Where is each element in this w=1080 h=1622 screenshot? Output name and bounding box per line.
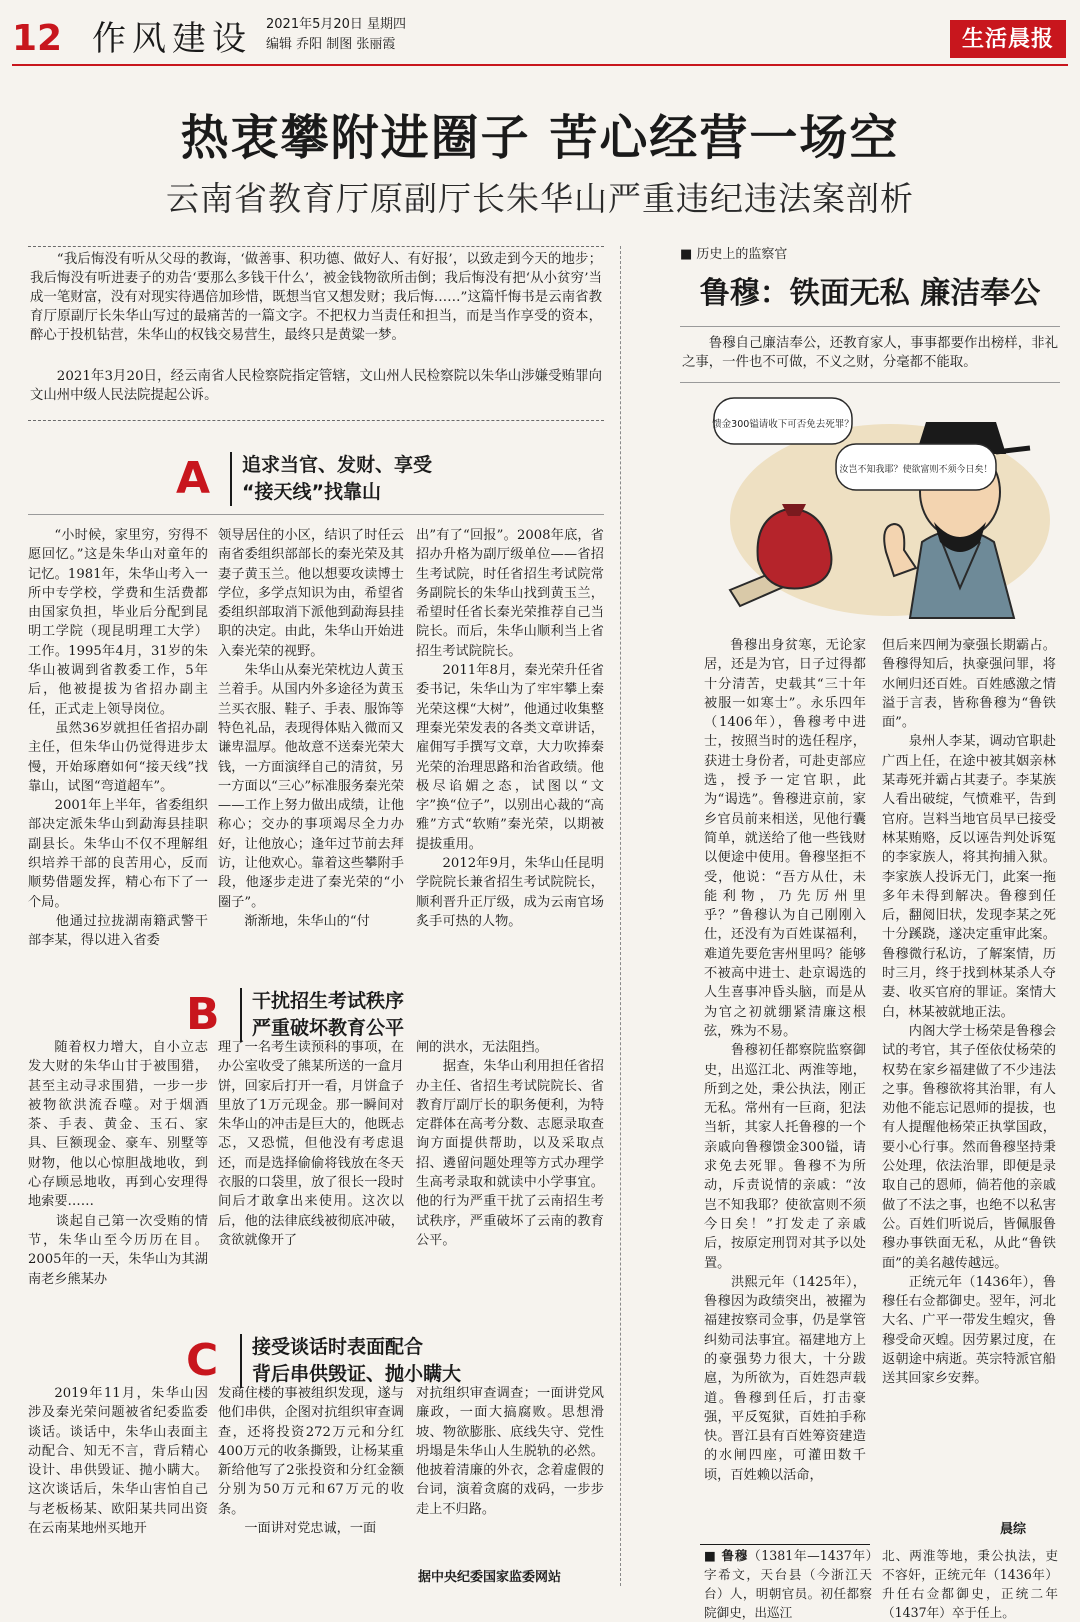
column-divider [620, 246, 621, 1586]
main-headline: 热衷攀附进圈子 苦心经营一场空 [180, 110, 900, 166]
section-c-bar [240, 1334, 242, 1388]
bio-text-1: （1381年—1437年）字希文，天台县（今浙江天台）人，明朝官员。初任都察院御史，出巡江 [704, 1548, 872, 1620]
sidebar-col-1: 鲁穆出身贫寒，无论家居，还是为官，日子过得都十分清苦，史载其“三十年被服一如寒士”。永乐四年（1406年），鲁穆考中进士，按照当时的选任程序，获进士身份者，可赴吏部应选，授予一定官职，此为“谒选”。鲁穆进京前，家乡官员前来相送，见他行囊简单，就送给了他一些钱财以便途中使用。鲁穆坚拒不受，他说：“吾方从仕，未能利物，乃先厉州里乎？”鲁穆认为自己刚刚入仕，还没有为百姓谋福利，难道先要危害州里吗？能够不被高中进士、赴京谒选的人生喜事冲昏头脑，而是从为官之初就绷紧清廉这根弦，殊为不易。 鲁穆初任都察院监察御史，出巡江北、两淮等地，所到之处，秉公执法，刚正无私。常州有一巨商，犯法当斩，其家人托鲁穆的一个亲戚向鲁穆馈金300镒，请求免去死罪。鲁穆不为所动，斥责说情的亲戚：“汝岂不知我耶？使欲富则不须今日矣！”打发走了亲戚后，按原定刑罚对其予以处置。 洪熙元年（1425年），鲁穆因为政绩突出，被擢为福建按察司佥事，仍是掌管纠劾司法事宜。福建地方上的豪强势力很大，十分跋扈，为所欲为，百姓怨声载道。鲁穆到任后，打击豪强，平反冤狱，百姓拍手称快。晋江县有百姓筹资建造的水闸四座，可灌田数千顷，百姓赖以活命， [704, 638, 866, 1483]
section-b-letter: B [186, 989, 220, 1040]
section-a-letter: A [176, 453, 211, 504]
section-c-title-1: 接受谈话时表面配合 [252, 1336, 424, 1358]
section-b-col-3: 闸的洪水，无法阻挡。 据查，朱华山利用担任省招办主任、省招生考试院院长、省教育厅副厅长的职务便利，为特定群体在高考分数、志愿录取查询方面提供帮助，以及采取点招、遴留问题处理等方式办理学生高考录取和就读中小学事宜。他的行为严重干扰了云南招生考试秩序，严重破坏了云南的教育公平。 [416, 1040, 604, 1248]
bio-rule [700, 1544, 870, 1545]
lead-bottom-divider [28, 420, 604, 421]
section-a-bar [230, 452, 232, 506]
lead-top-divider [28, 246, 604, 247]
sub-headline: 云南省教育厅原副厅长朱华山严重违纪违法案剖析 [166, 179, 914, 218]
bio-name: ■ 鲁穆 [704, 1548, 749, 1563]
sidebar-rule [680, 326, 1060, 327]
sidebar-headline: 鲁穆：铁面无私 廉洁奉公 [699, 276, 1041, 311]
section-b-title-2: 严重破坏教育公平 [252, 1017, 405, 1039]
section-title: 作风建设 [92, 19, 252, 59]
bio-text-2: 北、两淮等地，秉公执法，吏不容奸，正统元年（1436年）升任右佥都御史，正统二年（1437年）卒于任上。 [882, 1548, 1058, 1620]
lead-paragraph-2: 2021年3月20日，经云南省人民检察院指定管辖，文山州人民检察院以朱华山涉嫌受贿罪向文山州中级人民法院提起公诉。 [30, 369, 602, 403]
page-number: 12 [12, 18, 63, 59]
section-a-title-1: 追求当官、发财、享受 [242, 454, 433, 476]
issue-date: 2021年5月20日 星期四 [266, 17, 407, 32]
editor-credit: 编辑 乔阳 制图 张丽霞 [266, 37, 396, 52]
newspaper-logo: 生活晨报 [950, 20, 1066, 58]
bio-box-1 [704, 1546, 872, 1620]
section-c-letter: C [186, 1335, 219, 1386]
column-label: ■ 历史上的监察官 [680, 247, 788, 262]
section-a-col-3: 出”有了“回报”。2008年底，省招办升格为副厅级单位——省招生考试院，时任省招生考试院常务副院长的朱华山找到黄玉兰，希望时任省长秦光荣推荐自己当院长。而后，朱华山顺利当上省招生考试院院长。 2011年8月，秦光荣升任省委书记，朱华山为了牢牢攀上秦光荣这棵“大树”，他通过收集整理秦光荣发表的各类文章讲话，雇佣写手撰写文章，大力吹捧秦光荣的治理思路和治省政绩。他极尽谄媚之态，试图以“文字”换“位子”，以别出心裁的“高雅”方式“软贿”秦光荣，以期被提拔重用。 2012年9月，朱华山任昆明学院院长兼省招生考试院院长，顺利晋升正厅级，成为云南官场炙手可热的人物。 [416, 528, 604, 929]
section-c-title-2: 背后串供毁证、抛小瞒大 [252, 1363, 462, 1385]
sidebar-rule-2 [680, 382, 1060, 383]
header-rule [12, 64, 1068, 66]
sidebar-signature: 晨综 [1000, 1522, 1027, 1537]
section-c-col-1: 2019年11月，朱华山因涉及秦光荣问题被省纪委监委谈话。谈话中，朱华山表面主动配合、知无不言，背后精心设计、串供毁证、抛小瞒大。这次谈话后，朱华山害怕自己与老板杨某、欧阳某共同出资在云南某地州买地开 [28, 1386, 208, 1537]
illustration [690, 392, 1058, 618]
sidebar-lead: 鲁穆自己廉洁奉公，还教育家人，事事都要作出榜样，非礼之事，一件也不可做，不义之财，分毫都不能取。 [682, 336, 1058, 370]
section-b-bar [240, 988, 242, 1042]
article-source: 据中央纪委国家监委网站 [418, 1570, 562, 1585]
section-a-col-1: “小时候，家里穷，穷得不愿回忆。”这是朱华山对童年的记忆。1981年，朱华山考入一所中专学校，学费和生活费都由国家负担，毕业后分配到昆明工学院（现昆明理工大学）工作。1995年4月，31岁的朱华山被调到省教委工作，5年后，他被提拔为省招办副主任，正式走上领导岗位。 虽然36岁就担任省招办副主任，但朱华山仍觉得进步太慢，开始琢磨如何“接天线”找靠山，试图“弯道超车”。 2001年上半年，省委组织部决定派朱华山到勐海县挂职副县长。朱华山不仅不理解组织培养干部的良苦用心，反而顺势借题发挥，精心布下了一个局。 他通过拉拢湖南籍武警干部李某，得以进入省委 [28, 528, 208, 949]
speech-text-official: 汝岂不知我耶？使欲富则不须今日矣！ [839, 465, 993, 475]
sidebar-col-2: 但后来四闸为豪强长期霸占。鲁穆得知后，执豪强问罪，将水闸归还百姓。百姓感激之情溢于言表，皆称鲁穆为“鲁铁面”。 泉州人李某，调动官职赴广西上任，在途中被其姻亲林某毒死并霸占其妻子。李某族人看出破绽，气愤难平，告到官府。岂料当地官员早已接受林某贿赂，反以诬告判处诉冤的李家族人，将其拘捕入狱。李家族人投诉无门，此案一拖多年未得到解决。鲁穆到任后，翻阅旧状，发现李某之死十分蹊跷，遂决定重审此案。鲁穆微行私访，了解案情，历时三月，终于找到林某杀人夺妻、收买官府的罪证。案情大白，林某被就地正法。 内阁大学士杨荣是鲁穆会试的考官，其子侄依仗杨荣的权势在家乡福建做了不少违法之事。鲁穆欲将其治罪，有人劝他不能忘记恩师的提拔，也有人提醒他杨荣正执掌国政，要小心行事。然而鲁穆坚持秉公处理，依法治罪，即便是录取自己的恩师，倘若他的亲戚做了不法之事，也绝不以私害公。百姓们听说后，皆佩服鲁穆办事铁面无私，从此“鲁铁面”的美名越传越远。 正统元年（1436年），鲁穆任右佥都御史。翌年，河北大名、广平一带发生蝗灾，鲁穆受命灭蝗。因劳累过度，在返朝途中病逝。英宗特派官船送其回家乡安葬。 [882, 638, 1056, 1387]
speech-text-giver: 馈金300镒请收下可否免去死罪？ [712, 419, 854, 430]
section-a-rule [28, 514, 604, 515]
section-c-col-3: 对抗组织审查调查；一面讲党风廉政，一面大搞腐败。思想滑坡、物欲膨胀、底线失守、党性坍塌是朱华山人生脱轨的必然。他披着清廉的外衣，念着虚假的台词，演着贪腐的戏码，一步步走上不归路。 [416, 1386, 604, 1517]
section-b-col-2: 理了一名考生读预科的事项，在办公室收受了熊某所送的一盒月饼，回家后打开一看，月饼盒子里放了1万元现金。那一瞬间对朱华山的冲击是巨大的，他既忐忑，又恐慌，但他没有考虑退还，而是选择偷偷将钱放在冬天衣服的口袋里，放了很长一段时间后才敢拿出来使用。这次以后，他的法律底线被彻底冲破，贪欲就像开了 [218, 1040, 404, 1248]
section-a-col-2: 领导居住的小区，结识了时任云南省委组织部部长的秦光荣及其妻子黄玉兰。他以想要攻读博士学位，多学点知识为由，希望省委组织部取消下派他到勐海县挂职的决定。由此，朱华山开始进入秦光荣的视野。 朱华山从秦光荣枕边人黄玉兰着手。从国内外多途径为黄玉兰买衣服、鞋子、手表、服饰等特色礼品，表现得体贴入微而又谦卑温厚。他故意不送秦光荣大钱，一方面演绎自己的清贫，另一方面以“三心”标准服务秦光荣——工作上努力做出成绩，让他称心；交办的事项竭尽全力办好，让他放心；逢年过节前去拜访，让他欢心。靠着这些攀附手段，他逐步走进了秦光荣的“小圈子”。 渐渐地，朱华山的“付 [218, 528, 404, 929]
section-c-col-2: 发商住楼的事被组织发现，遂与他们串供，企图对抗组织审查调查，还将投资272万元和分红400万元的收条撕毁，让杨某重新给他写了2张投资和分红金额分别为50万元和67万元的收条。 一面讲对党忠诚，一面 [218, 1386, 404, 1537]
section-b-title-1: 干扰招生考试秩序 [252, 990, 405, 1012]
section-b-col-1: 随着权力增大，自小立志发大财的朱华山甘于被围猎，甚至主动寻求围猎，一步一步被物欲洪流吞噬。对于烟酒茶、手表、黄金、玉石、家具、巨额现金、豪车、别墅等财物，他以心惊胆战地收，到心存顾忌地收，再到心安理得地索要…… 谈起自己第一次受贿的情节，朱华山至今历历在目。2005年的一天，朱华山为其湖南老乡熊某办 [28, 1040, 208, 1287]
illustration-drawing [690, 392, 1058, 618]
section-a-title-2: “接天线”找靠山 [242, 481, 381, 503]
lead-paragraph: “我后悔没有听从父母的教诲，‘做善事、积功德、做好人、有好报’，以致走到今天的地步；我后悔没有听进妻子的劝告‘要那么多钱干什么’，被金钱物欲所击倒；我后悔没有把‘从小贫穷’当成一笔财富，没有对现实待遇倍加珍惜，既想当官又想发财；我后悔……”这篇忏悔书是云南省教育厅原副厅长朱华山写过的最痛苦的一篇文字。不把权力当责任和担当，而是当作享受的资本，醉心于投机钻营，朱华山的权钱交易营生，最终只是黄粱一梦。 [30, 252, 602, 343]
